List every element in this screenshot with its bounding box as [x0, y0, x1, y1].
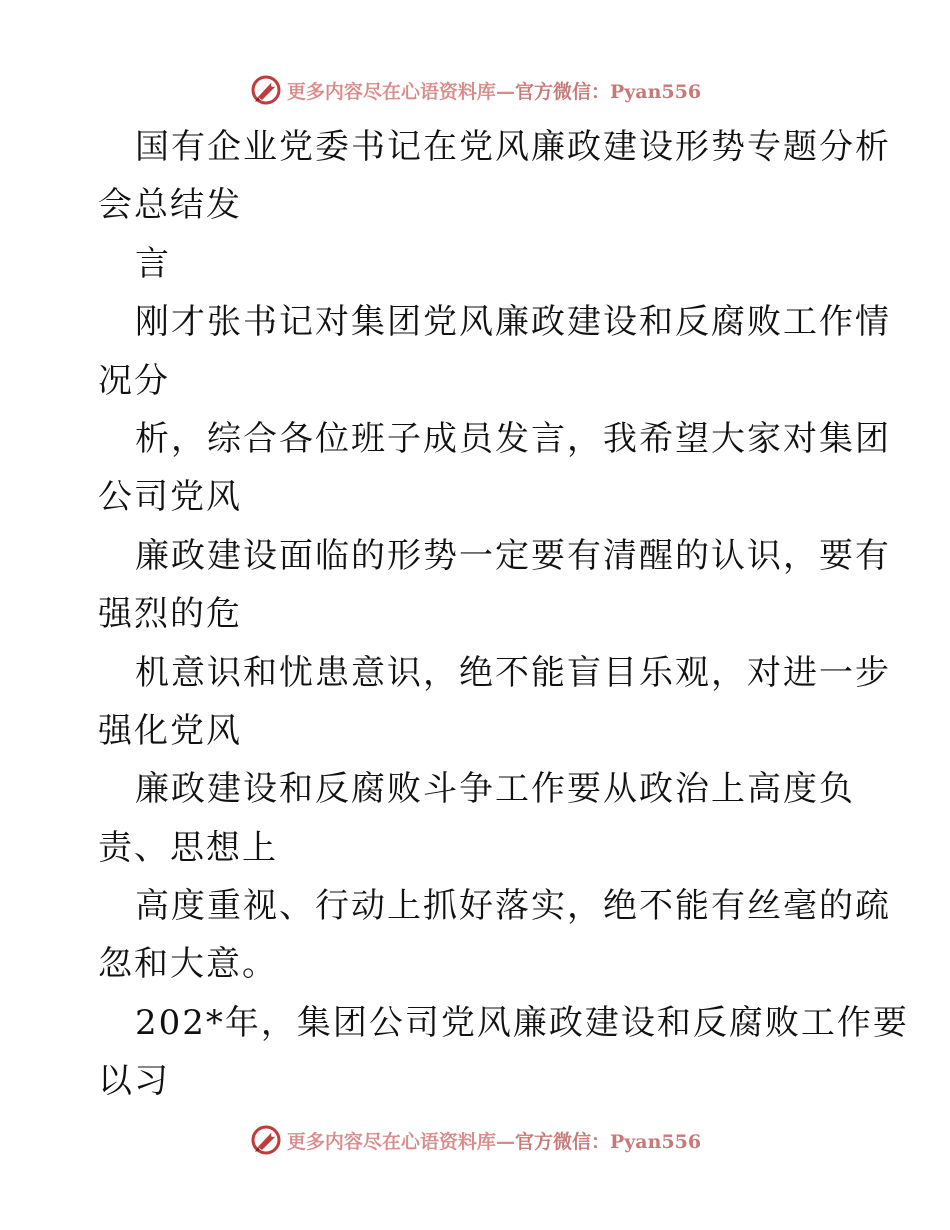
document-line: 责、思想上 — [98, 827, 278, 868]
footer-watermark — [0, 1120, 950, 1160]
document-line: 国有企业党委书记在党风廉政建设形势专题分析 — [135, 127, 891, 167]
watermark-dash: — — [495, 1130, 515, 1153]
watermark-text — [287, 1127, 701, 1154]
document-line: 公司党风 — [98, 477, 242, 518]
document-line: 高度重视、行动上抓好落实，绝不能有丝毫的疏 — [135, 886, 891, 927]
pen-nib-logo-icon — [249, 73, 283, 107]
document-line: 忽和大意。 — [98, 944, 278, 985]
document-line: 强烈的危 — [98, 594, 242, 635]
watermark-site-text: 更多内容尽在心语资料库 — [286, 80, 496, 103]
document-line: 机意识和忧患意识，绝不能盲目乐观，对进一步 — [135, 652, 891, 693]
document-line: 202*年，集团公司党风廉政建设和反腐败工作要 — [135, 1002, 909, 1043]
watermark-wechat-text: 官方微信：Pyan556 — [514, 80, 702, 103]
document-body — [98, 118, 909, 1111]
document-line: 会总结发 — [98, 185, 242, 226]
document-line: 刚才张书记对集团党风廉政建设和反腐败工作情 — [135, 302, 891, 343]
document-line: 强化党风 — [98, 710, 242, 751]
watermark-site-text: 更多内容尽在心语资料库 — [286, 1130, 496, 1153]
watermark-dash: — — [495, 80, 515, 103]
header-watermark — [0, 70, 950, 110]
document-line: 言 — [135, 243, 171, 284]
document-line: 析，综合各位班子成员发言，我希望大家对集团 — [135, 418, 891, 459]
document-line: 以习 — [98, 1061, 170, 1102]
watermark-text — [287, 77, 701, 104]
watermark-wechat-text: 官方微信：Pyan556 — [514, 1130, 702, 1153]
document-line: 况分 — [98, 360, 170, 401]
pen-nib-logo-icon — [249, 1123, 283, 1157]
document-line: 廉政建设面临的形势一定要有清醒的认识，要有 — [135, 535, 891, 576]
document-line: 廉政建设和反腐败斗争工作要从政治上高度负 — [135, 769, 855, 810]
